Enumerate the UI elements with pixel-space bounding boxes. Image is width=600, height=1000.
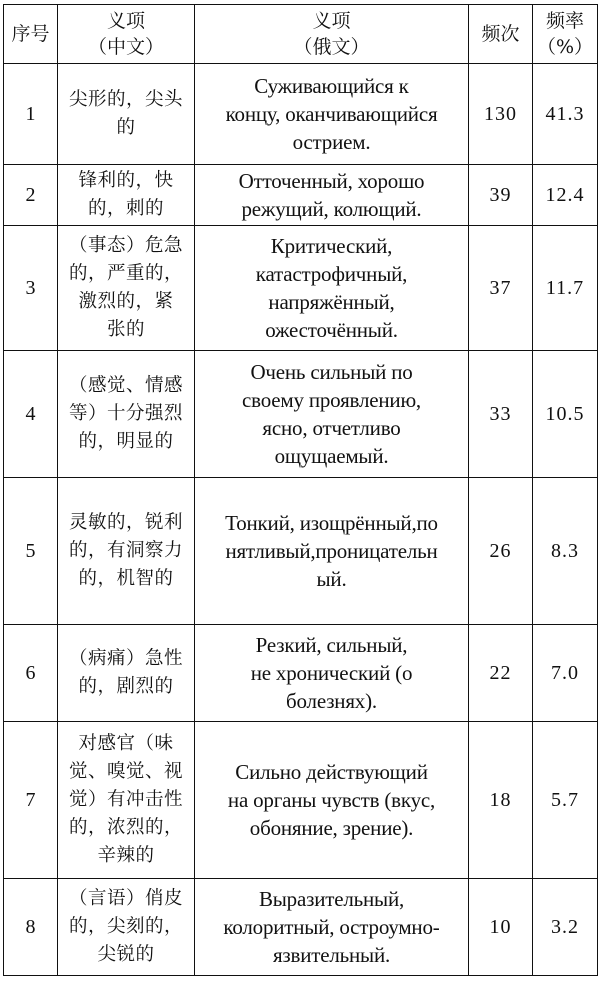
cell-frequency: 37 bbox=[469, 226, 533, 351]
chinese-line: 辛辣的 bbox=[97, 845, 155, 866]
cell-sense-russian bbox=[195, 478, 469, 625]
cell-sense-russian bbox=[195, 625, 469, 722]
cell-sense-chinese bbox=[58, 478, 195, 625]
cell-sense-chinese bbox=[58, 351, 195, 478]
chinese-line: 灵敏的，锐利 bbox=[68, 512, 183, 533]
russian-line: на органы чувств (вкус, bbox=[227, 788, 436, 812]
cell-rate: 10.5 bbox=[533, 351, 598, 478]
cell-frequency: 39 bbox=[469, 165, 533, 226]
chinese-line: （病痛）急性 bbox=[68, 648, 183, 669]
header-rate bbox=[533, 5, 598, 64]
chinese-line: 锋利的，快 bbox=[78, 170, 174, 191]
cell-index: 4 bbox=[4, 351, 58, 478]
chinese-line: 的，明显的 bbox=[78, 431, 174, 452]
cell-index: 5 bbox=[4, 478, 58, 625]
chinese-line: 的，尖刻的， bbox=[68, 916, 183, 937]
chinese-line: 的，严重的， bbox=[68, 263, 183, 284]
chinese-line: 激烈的，紧 bbox=[78, 291, 174, 312]
cell-sense-russian bbox=[195, 722, 469, 879]
cell-frequency: 26 bbox=[469, 478, 533, 625]
chinese-line: 尖形的，尖头 bbox=[68, 89, 183, 110]
cell-index: 7 bbox=[4, 722, 58, 879]
cell-rate: 12.4 bbox=[533, 165, 598, 226]
russian-line: язвительный. bbox=[272, 943, 391, 967]
chinese-line: 尖锐的 bbox=[97, 944, 155, 965]
chinese-line: 张的 bbox=[106, 319, 145, 340]
senses-table bbox=[3, 4, 598, 976]
cell-rate: 7.0 bbox=[533, 625, 598, 722]
cell-sense-russian bbox=[195, 879, 469, 976]
chinese-line: 的，刺的 bbox=[87, 198, 164, 219]
cell-frequency: 10 bbox=[469, 879, 533, 976]
cell-frequency: 130 bbox=[469, 64, 533, 165]
chinese-line: 对感官（味 bbox=[78, 733, 174, 754]
russian-line: Резкий, сильный, bbox=[255, 633, 408, 657]
header-rate-line: （%） bbox=[536, 36, 594, 58]
russian-line: болезнях). bbox=[286, 689, 377, 713]
header-sense-chinese bbox=[58, 5, 195, 64]
chinese-line: 觉、嗅觉、视 bbox=[68, 761, 183, 782]
table-row bbox=[4, 625, 598, 722]
russian-line: катастрофичный, bbox=[255, 262, 408, 286]
russian-line: Суживающийся к bbox=[254, 74, 409, 98]
cell-index: 2 bbox=[4, 165, 58, 226]
cell-frequency: 22 bbox=[469, 625, 533, 722]
cell-index: 1 bbox=[4, 64, 58, 165]
chinese-line: 等）十分强烈 bbox=[68, 403, 183, 424]
header-index: 序号 bbox=[4, 5, 58, 64]
cell-sense-chinese bbox=[58, 64, 195, 165]
cell-sense-chinese bbox=[58, 879, 195, 976]
russian-line: напряжённый, bbox=[268, 290, 395, 314]
cell-sense-russian bbox=[195, 64, 469, 165]
chinese-line: 觉）有冲击性 bbox=[68, 789, 183, 810]
chinese-line: （言语）俏皮 bbox=[68, 888, 183, 909]
russian-line: ый. bbox=[316, 567, 347, 591]
chinese-line: 的 bbox=[116, 117, 136, 138]
header-row bbox=[4, 5, 598, 64]
cell-rate: 11.7 bbox=[533, 226, 598, 351]
table-row bbox=[4, 64, 598, 165]
russian-line: обоняние, зрение). bbox=[249, 816, 414, 840]
cell-sense-chinese bbox=[58, 722, 195, 879]
cell-rate: 8.3 bbox=[533, 478, 598, 625]
header-sense-chinese-line: （中文） bbox=[87, 36, 164, 58]
russian-line: не хронический (о bbox=[250, 661, 413, 685]
header-sense-russian-line: 义项 bbox=[312, 10, 351, 32]
russian-line: колоритный, остроумно- bbox=[223, 915, 440, 939]
header-sense-russian bbox=[195, 5, 469, 64]
russian-line: концу, оканчивающийся bbox=[225, 102, 438, 126]
chinese-line: 的，剧烈的 bbox=[78, 676, 174, 697]
cell-index: 6 bbox=[4, 625, 58, 722]
russian-line: режущий, колющий. bbox=[241, 197, 422, 221]
cell-rate: 5.7 bbox=[533, 722, 598, 879]
russian-line: нятливый,проницательн bbox=[225, 539, 438, 563]
chinese-line: （事态）危急 bbox=[68, 235, 183, 256]
cell-frequency: 33 bbox=[469, 351, 533, 478]
chinese-line: （感觉、情感 bbox=[68, 375, 183, 396]
cell-rate: 3.2 bbox=[533, 879, 598, 976]
table-body bbox=[4, 64, 598, 976]
cell-index: 3 bbox=[4, 226, 58, 351]
russian-line: Критический, bbox=[270, 234, 393, 258]
cell-sense-chinese bbox=[58, 625, 195, 722]
table-row bbox=[4, 165, 598, 226]
cell-sense-russian bbox=[195, 226, 469, 351]
header-sense-chinese-line: 义项 bbox=[106, 10, 145, 32]
header-sense-russian-line: （俄文） bbox=[293, 36, 370, 58]
russian-line: Тонкий, изощрённый,по bbox=[225, 511, 438, 535]
russian-line: ясно, отчетливо bbox=[262, 416, 401, 440]
cell-sense-russian bbox=[195, 165, 469, 226]
chinese-line: 的，浓烈的， bbox=[68, 817, 183, 838]
header-rate-line: 频率 bbox=[545, 10, 584, 32]
table-row bbox=[4, 478, 598, 625]
russian-line: Сильно действующий bbox=[235, 760, 428, 784]
russian-line: Очень сильный по bbox=[250, 360, 413, 384]
chinese-line: 的，有洞察力 bbox=[68, 540, 183, 561]
cell-index: 8 bbox=[4, 879, 58, 976]
russian-line: ожесточённый. bbox=[265, 318, 398, 342]
cell-sense-chinese bbox=[58, 165, 195, 226]
russian-line: острием. bbox=[292, 130, 371, 154]
table-row bbox=[4, 226, 598, 351]
chinese-line: 的，机智的 bbox=[78, 568, 174, 589]
header-frequency: 频次 bbox=[469, 5, 533, 64]
cell-rate: 41.3 bbox=[533, 64, 598, 165]
russian-line: Отточенный, хорошо bbox=[238, 169, 425, 193]
table-row bbox=[4, 879, 598, 976]
cell-frequency: 18 bbox=[469, 722, 533, 879]
russian-line: ощущаемый. bbox=[274, 444, 389, 468]
table-row bbox=[4, 722, 598, 879]
cell-sense-russian bbox=[195, 351, 469, 478]
cell-sense-chinese bbox=[58, 226, 195, 351]
table-row bbox=[4, 351, 598, 478]
russian-line: своему проявлению, bbox=[242, 388, 421, 412]
russian-line: Выразительный, bbox=[258, 887, 405, 911]
